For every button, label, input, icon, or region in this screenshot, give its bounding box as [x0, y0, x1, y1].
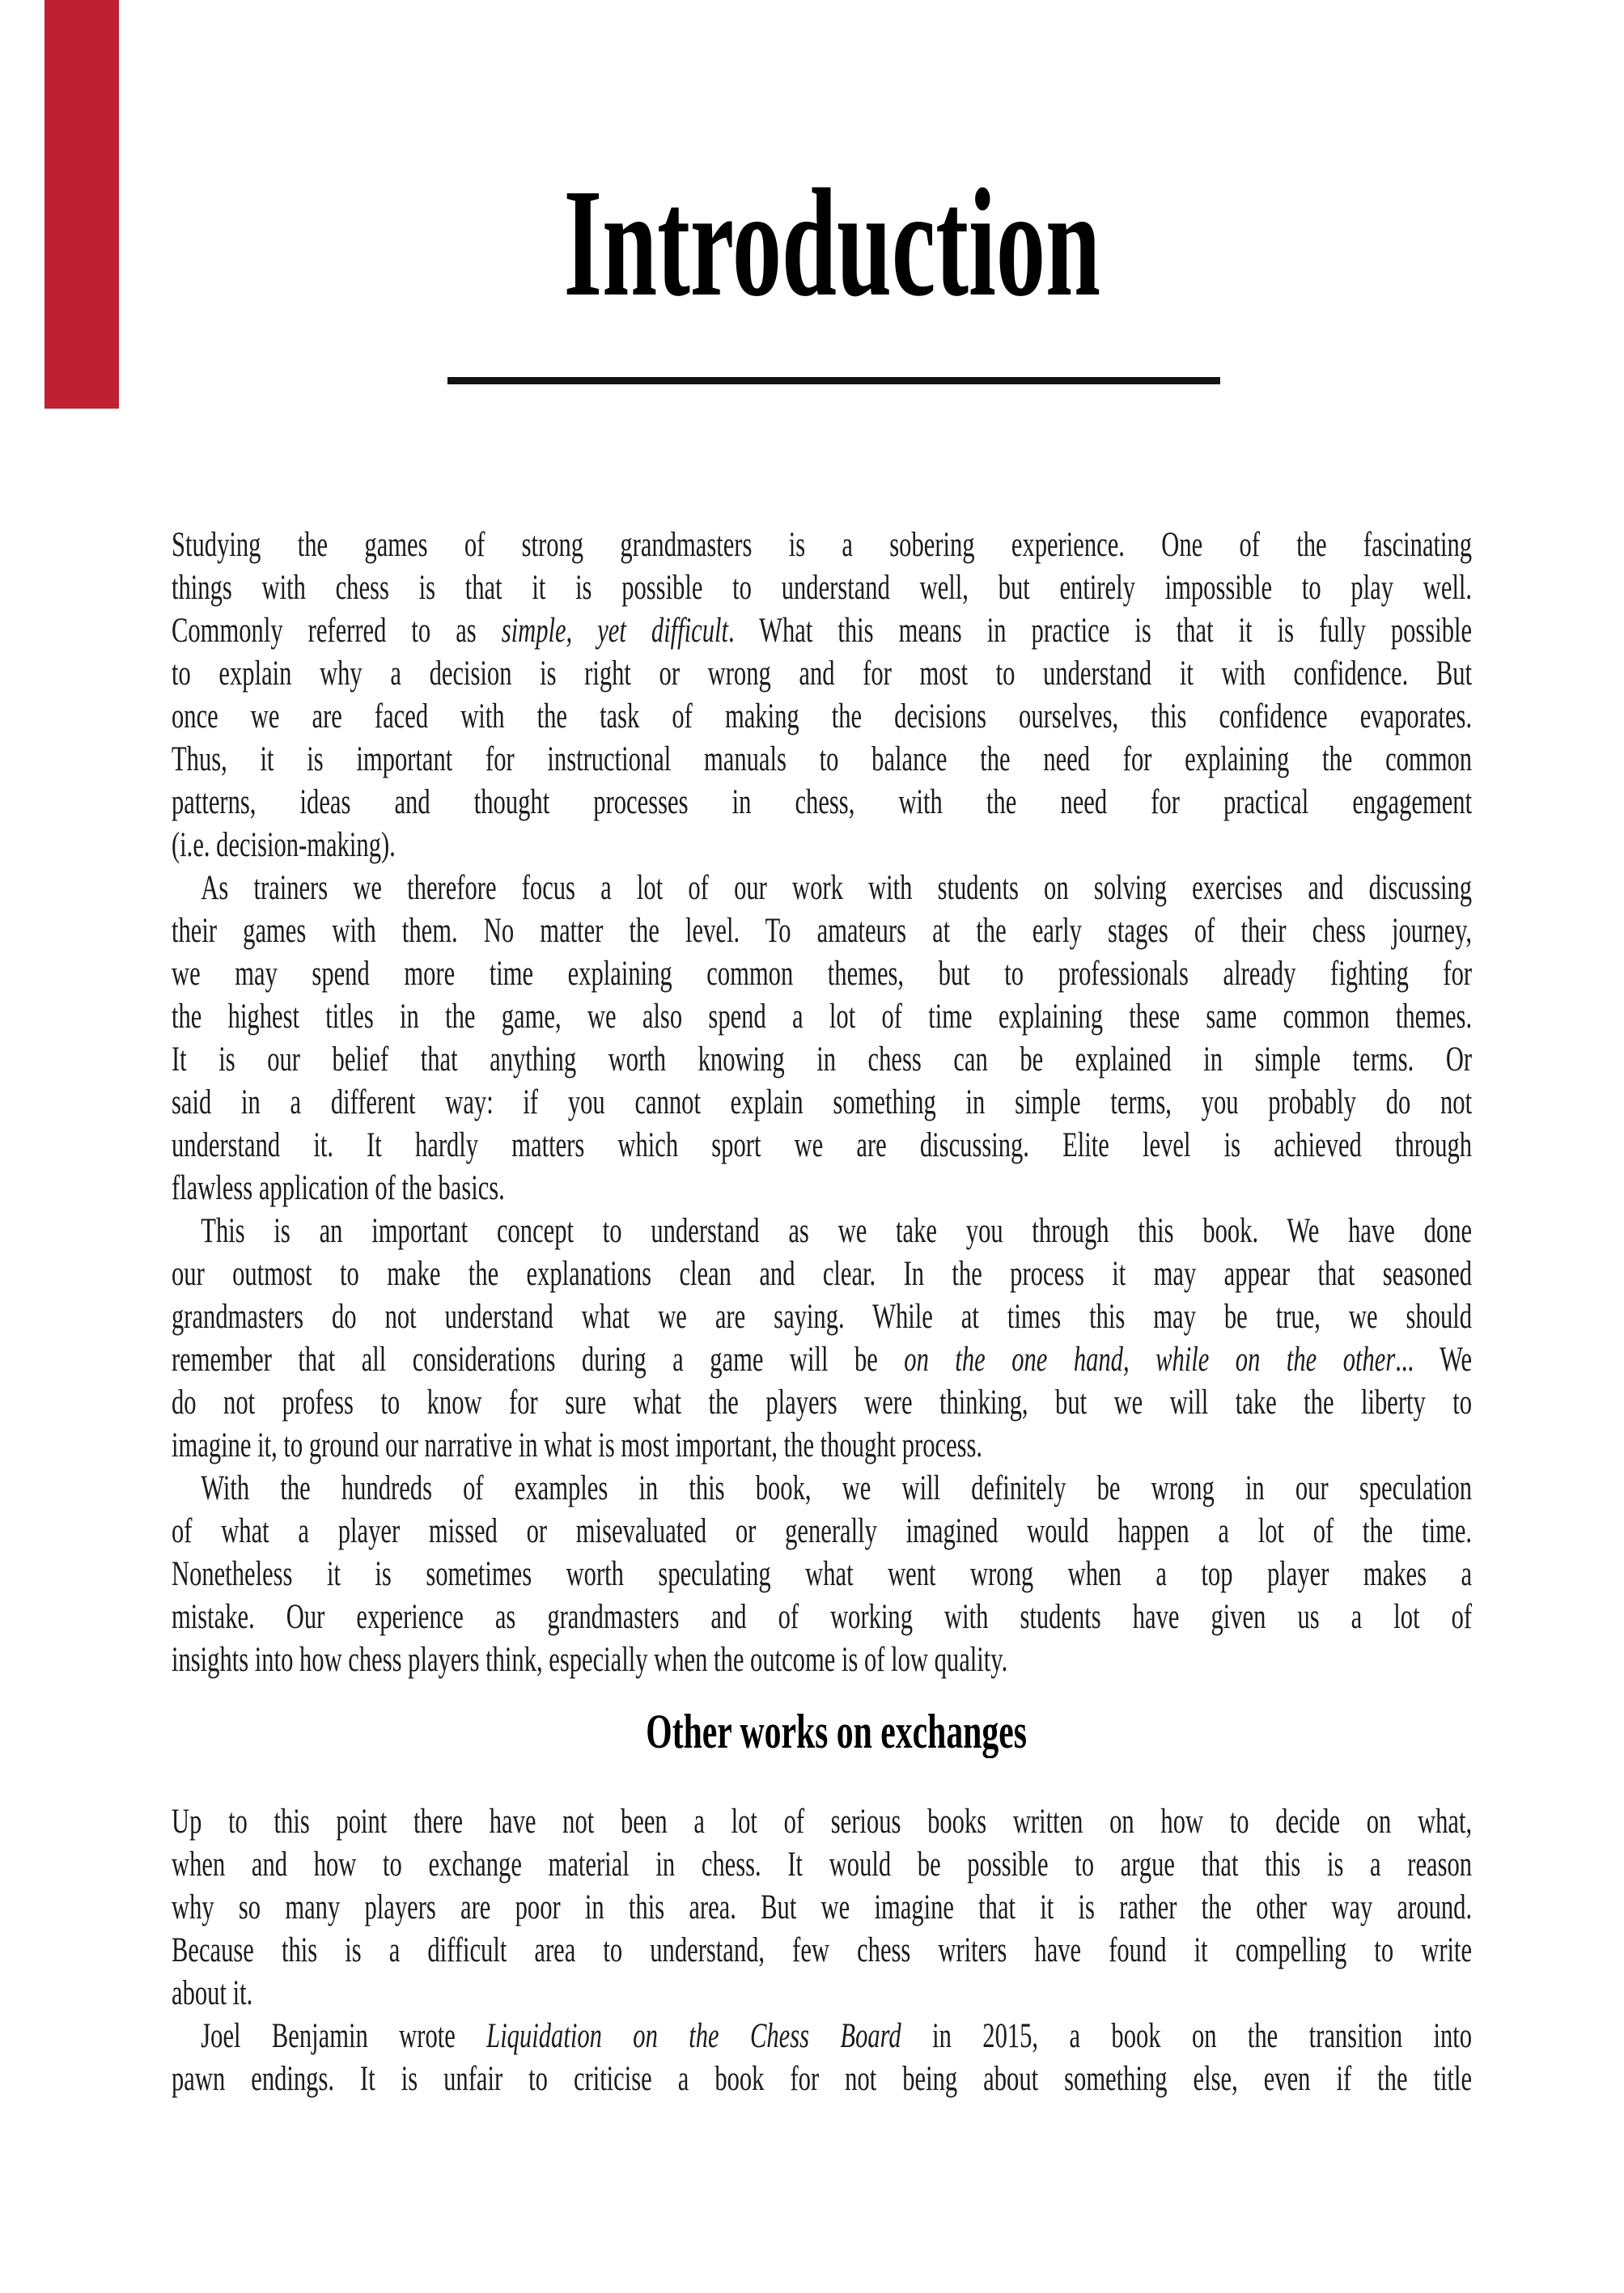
text-line: pawn endings. It is unfair to criticise a book for not being about something else, even if the title	[172, 2060, 1473, 2098]
text-line: we may spend more time explaining common themes, but to professionals already fighting for	[172, 955, 1473, 993]
text-line: Joel Benjamin wrote Liquidation on the Chess Board in 2015, a book on the transition into	[201, 2017, 1473, 2055]
text-line: of what a player missed or misevaluated or generally imagined would happen a lot of the time.	[172, 1512, 1473, 1550]
text-line: Thus, it is important for instructional manuals to balance the need for explaining the common	[172, 740, 1473, 778]
text-line: With the hundreds of examples in this book, we will definitely be wrong in our speculation	[201, 1469, 1473, 1507]
text-line: said in a different way: if you cannot explain something in simple terms, you probably do not	[172, 1083, 1473, 1121]
chapter-title	[40, 158, 1624, 328]
body-text-before-heading	[172, 523, 1472, 1681]
text-line: Commonly referred to as simple, yet difficult. What this means in practice is that it is fully possible	[172, 612, 1473, 650]
text-line: flawless application of the basics.	[172, 1169, 505, 1207]
text-line: do not profess to know for sure what the players were thinking, but we will take the liberty to	[172, 1384, 1473, 1422]
paragraph-group	[172, 523, 1472, 1681]
text-line: when and how to exchange material in chess. It would be possible to argue that this is a reason	[172, 1846, 1473, 1884]
text-line: once we are faced with the task of making the decisions ourselves, this confidence evaporates.	[172, 697, 1473, 735]
text-line: the highest titles in the game, we also spend a lot of time explaining these same common themes.	[172, 998, 1473, 1036]
text-line: remember that all considerations during a game will be on the one hand, while on the other... We	[172, 1341, 1473, 1379]
text-line: As trainers we therefore focus a lot of our work with students on solving exercises and discussing	[201, 869, 1473, 907]
text-line: our outmost to make the explanations clean and clear. In the process it may appear that seasoned	[172, 1255, 1473, 1293]
text-line: their games with them. No matter the level. To amateurs at the early stages of their chess journey,	[172, 912, 1473, 950]
text-line: This is an important concept to understand as we take you through this book. We have done	[201, 1212, 1473, 1250]
chapter-title-text: Introduction	[563, 158, 1101, 328]
text-line: mistake. Our experience as grandmasters and of working with students have given us a lot of	[172, 1598, 1473, 1636]
text-line: about it.	[172, 1974, 253, 2012]
text-line: understand it. It hardly matters which sport we are discussing. Elite level is achieved through	[172, 1126, 1473, 1164]
section-subheading-text: Other works on exchanges	[646, 1705, 1027, 1758]
text-line: Nonetheless it is sometimes worth speculating what went wrong when a top player makes a	[172, 1555, 1473, 1593]
text-line: It is our belief that anything worth knowing in chess can be explained in simple terms. Or	[172, 1041, 1473, 1079]
text-line: to explain why a decision is right or wrong and for most to understand it with confidence. But	[172, 655, 1473, 693]
text-line: Up to this point there have not been a lot of serious books written on how to decide on what,	[172, 1803, 1473, 1841]
text-line: Because this is a difficult area to understand, few chess writers have found it compelling to write	[172, 1931, 1473, 1969]
text-line: insights into how chess players think, especially when the outcome is of low quality.	[172, 1641, 1008, 1679]
text-line: imagine it, to ground our narrative in what is most important, the thought process.	[172, 1426, 983, 1464]
text-line: things with chess is that it is possible to understand well, but entirely impossible to play well.	[172, 569, 1473, 607]
text-line: (i.e. decision-making).	[172, 826, 396, 864]
text-line: Studying the games of strong grandmasters is a sobering experience. One of the fascinating	[172, 526, 1473, 564]
text-line: grandmasters do not understand what we are saying. While at times this may be true, we should	[172, 1298, 1473, 1336]
text-line: why so many players are poor in this area. But we imagine that it is rather the other way around.	[172, 1888, 1473, 1926]
title-divider-rule	[447, 377, 1220, 384]
section-subheading	[49, 1707, 1624, 1756]
text-line: patterns, ideas and thought processes in chess, with the need for practical engagement	[172, 783, 1473, 821]
paragraph-group	[172, 1800, 1472, 2100]
body-text-after-heading	[172, 1800, 1472, 2100]
